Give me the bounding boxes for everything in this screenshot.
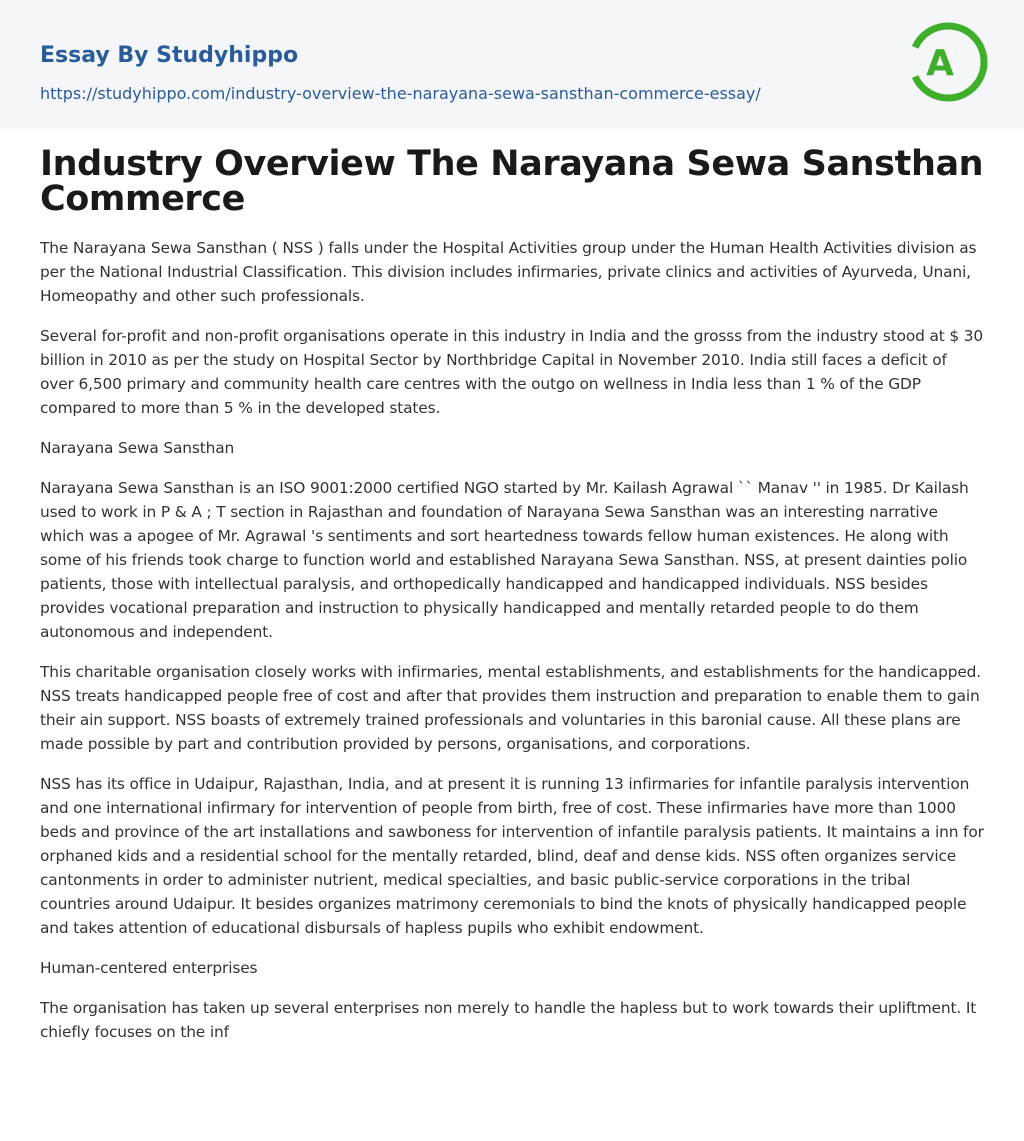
essay-source-link[interactable]: https://studyhippo.com/industry-overview-the-narayana-sewa-sansthan-commerce-essay/ — [40, 84, 761, 103]
logo-letter: A — [926, 43, 954, 84]
section-heading-enterprises: Human-centered enterprises — [40, 959, 258, 977]
site-header — [0, 0, 1024, 129]
essay-title: Industry Overview The Narayana Sewa Sansthan Commerce — [40, 144, 984, 219]
essay-paragraph-6: The organisation has taken up several enterprises non merely to handle the hapless but to work towards their upliftment. It chiefly focuses on the inf — [40, 999, 977, 1041]
studyhippo-logo-icon[interactable] — [912, 18, 988, 106]
essay-paragraph-2: Several for-profit and non-profit organisations operate in this industry in India and the grosss from the industry stood at $ 30 billion in 2010 as per the study on Hospital Sector by Northbridge Capital in November 2010. India still faces a deficit of over 6,500 primary and community health care centres with the outgo on wellness in India less than 1 % of the GDP compared to more than 5 % in the developed states. — [40, 327, 984, 417]
site-brand[interactable]: Essay By Studyhippo — [40, 43, 299, 68]
essay-paragraph-4: This charitable organisation closely works with infirmaries, mental establishments, and establishments for the handicapped. NSS treats handicapped people free of cost and after that provides them instruction and preparation to enable them to gain their ain support. NSS boasts of extremely trained professionals and voluntaries in this baronial cause. All these plans are made possible by part and contribution provided by persons, organisations, and corporations. — [40, 663, 982, 753]
essay-paragraph-5: NSS has its office in Udaipur, Rajasthan, India, and at present it is running 13 infirmaries for infantile paralysis intervention and one international infirmary for intervention of people from birth, free of cost. These infirmaries have more than 1000 beds and province of the art installations and sawboness for intervention of infantile paralysis patients. It maintains a inn for orphaned kids and a residential school for the mentally retarded, blind, deaf and dense kids. NSS often organizes service cantonments in order to administer nutrient, medical specialties, and basic public-service corporations in the tribal countries around Udaipur. It besides organizes matrimony ceremonials to bind the knots of physically handicapped people and takes attention of educational disbursals of hapless pupils who exhibit endowment. — [40, 775, 984, 937]
essay-paragraph-3: Narayana Sewa Sansthan is an ISO 9001:2000 certified NGO started by Mr. Kailash Agrawal `` Manav '' in 1985. Dr Kailash used to work in P & A ; T section in Rajasthan and foundation of Narayana Sewa Sansthan was an interesting narrative which was a apogee of Mr. Agrawal 's sentiments and sort heartedness towards fellow human existences. He along with some of his friends took charge to function world and established Narayana Sewa Sansthan. NSS, at present dainties polio patients, those with intellectual paralysis, and orthopedically handicapped and handicapped individuals. NSS besides provides vocational preparation and instruction to physically handicapped and mentally retarded people to do them autonomous and independent. — [40, 479, 969, 641]
section-heading-narayana: Narayana Sewa Sansthan — [40, 439, 235, 457]
essay-content — [40, 144, 984, 1060]
essay-paragraph-1: The Narayana Sewa Sansthan ( NSS ) falls under the Hospital Activities group under the Human Health Activities division as per the National Industrial Classification. This division includes infirmaries, private clinics and activities of Ayurveda, Unani, Homeopathy and other such professionals. — [40, 239, 977, 305]
